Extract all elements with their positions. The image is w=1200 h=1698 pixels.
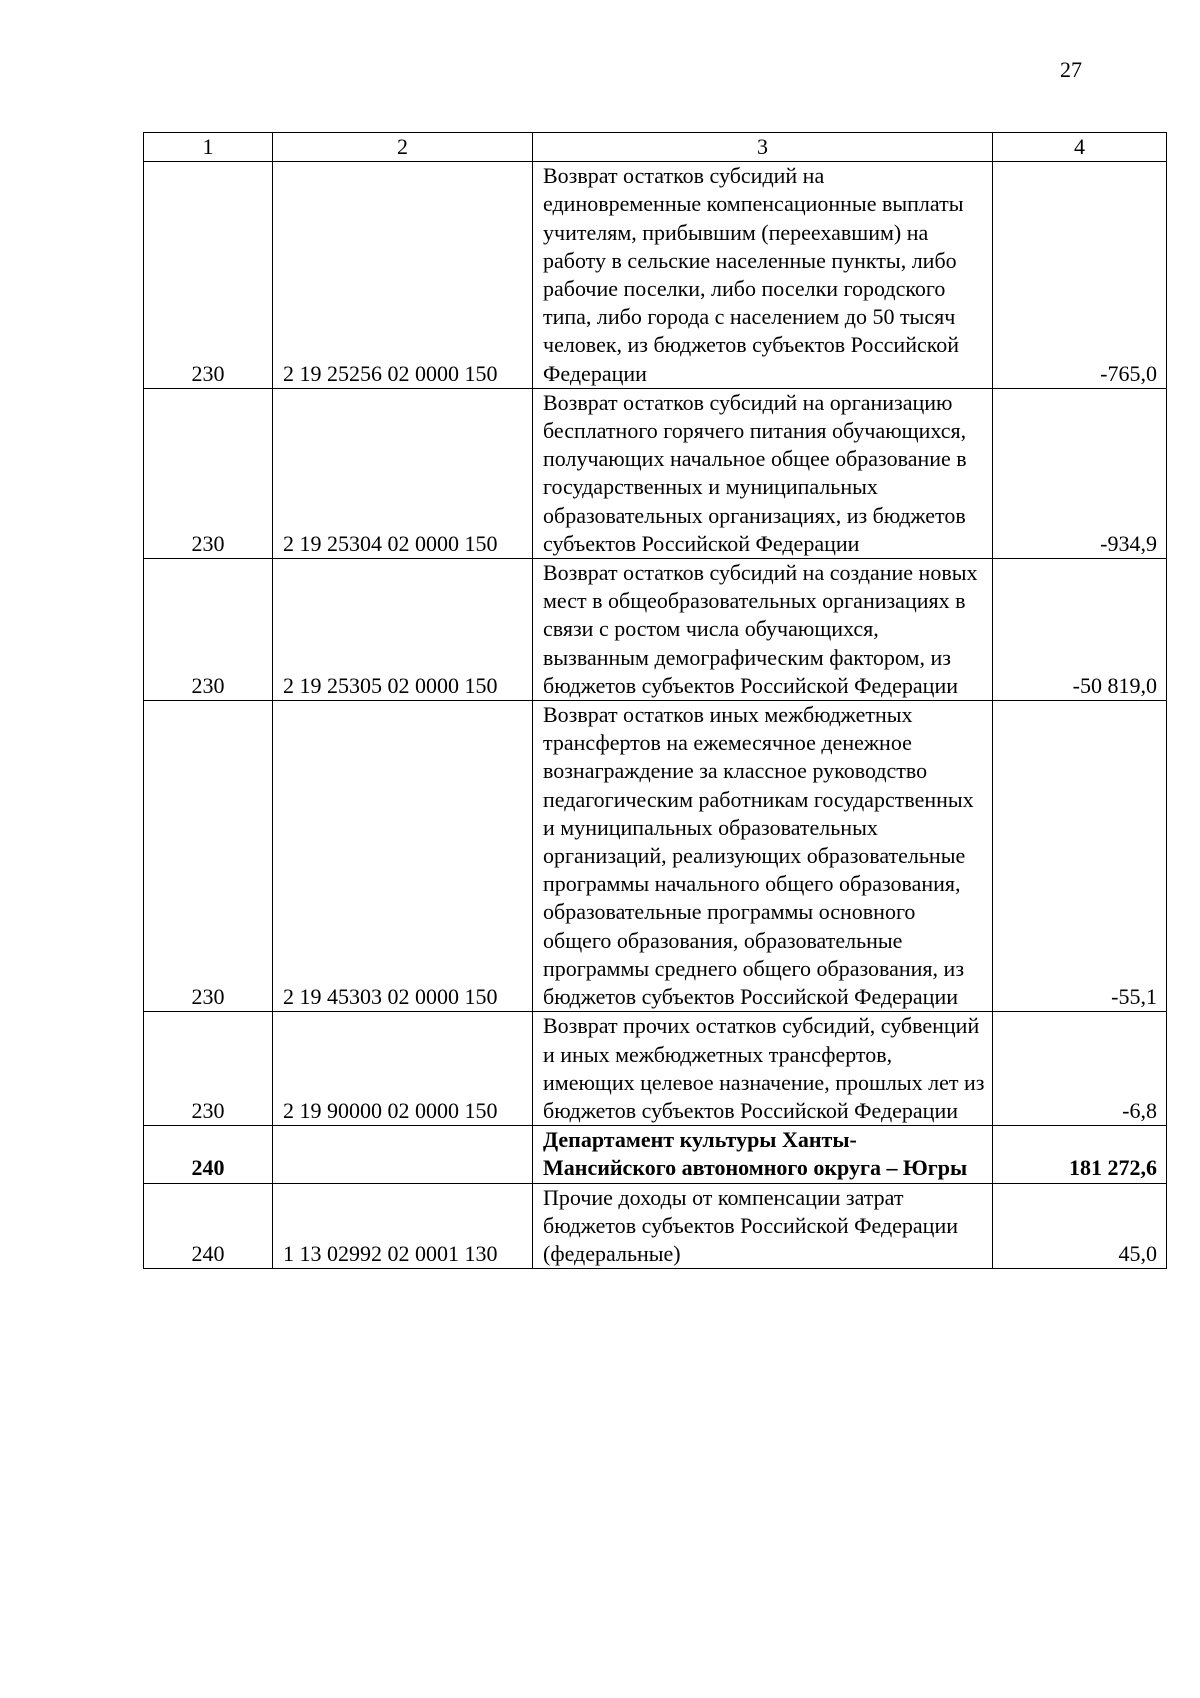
revenue-name-cell: Возврат прочих остатков субсидий, субвенций и иных межбюджетных трансфертов, имеющих целевое назначение, прошлых лет из бюджетов субъектов Российской Федерации [533,1012,993,1126]
department-name-cell: Департамент культуры Ханты-Мансийского автономного округа – Югры [533,1126,993,1183]
admin-code-cell: 230 [144,1012,273,1126]
revenue-name-cell: Прочие доходы от компенсации затрат бюджетов субъектов Российской Федерации (федеральные) [533,1183,993,1269]
table-row [144,701,1167,1012]
budget-classification-code-cell: 1 13 02992 02 0001 130 [273,1183,533,1269]
budget-classification-code-cell [273,1126,533,1183]
amount-cell: -50 819,0 [993,559,1167,701]
amount-cell: -55,1 [993,701,1167,1012]
admin-code-cell: 240 [144,1126,273,1183]
table-header-row [144,133,1167,162]
amount-cell: -934,9 [993,388,1167,558]
table-row [144,559,1167,701]
table-row [144,1012,1167,1126]
table-row [144,388,1167,558]
admin-code-cell: 230 [144,388,273,558]
department-total-amount-cell: 181 272,6 [993,1126,1167,1183]
amount-cell: -765,0 [993,162,1167,389]
column-number-1: 1 [144,133,273,162]
budget-classification-code-cell: 2 19 25256 02 0000 150 [273,162,533,389]
admin-code-cell: 230 [144,559,273,701]
admin-code-cell: 230 [144,701,273,1012]
table-row [144,1183,1167,1269]
column-number-2: 2 [273,133,533,162]
column-number-4: 4 [993,133,1167,162]
budget-classification-code-cell: 2 19 45303 02 0000 150 [273,701,533,1012]
revenue-name-cell: Возврат остатков иных межбюджетных трансфертов на ежемесячное денежное вознаграждение за классное руководство педагогическим работникам государственных и муниципальных образовательных организаций, реализующих образовательные программы начального общего образования, образовательные программы основного общего образования, образовательные программы среднего общего образования, из бюджетов субъектов Российской Федерации [533,701,993,1012]
column-number-3: 3 [533,133,993,162]
budget-revenue-table [143,132,1167,1269]
admin-code-cell: 240 [144,1183,273,1269]
budget-classification-code-cell: 2 19 25304 02 0000 150 [273,388,533,558]
revenue-name-cell: Возврат остатков субсидий на единовременные компенсационные выплаты учителям, прибывшим (переехавшим) на работу в сельские населенные пункты, либо рабочие поселки, либо поселки городского типа, либо города с населением до 50 тысяч человек, из бюджетов субъектов Российской Федерации [533,162,993,389]
revenue-name-cell: Возврат остатков субсидий на организацию бесплатного горячего питания обучающихся, получающих начальное общее образование в государственных и муниципальных образовательных организациях, из бюджетов субъектов Российской Федерации [533,388,993,558]
table-row [144,162,1167,389]
revenue-name-cell: Возврат остатков субсидий на создание новых мест в общеобразовательных организациях в связи с ростом числа обучающихся, вызванным демографическим фактором, из бюджетов субъектов Российской Федерации [533,559,993,701]
page-number: 27 [1060,57,1082,82]
budget-classification-code-cell: 2 19 25305 02 0000 150 [273,559,533,701]
amount-cell: -6,8 [993,1012,1167,1126]
admin-code-cell: 230 [144,162,273,389]
amount-cell: 45,0 [993,1183,1167,1269]
budget-classification-code-cell: 2 19 90000 02 0000 150 [273,1012,533,1126]
table-row-department-total [144,1126,1167,1183]
